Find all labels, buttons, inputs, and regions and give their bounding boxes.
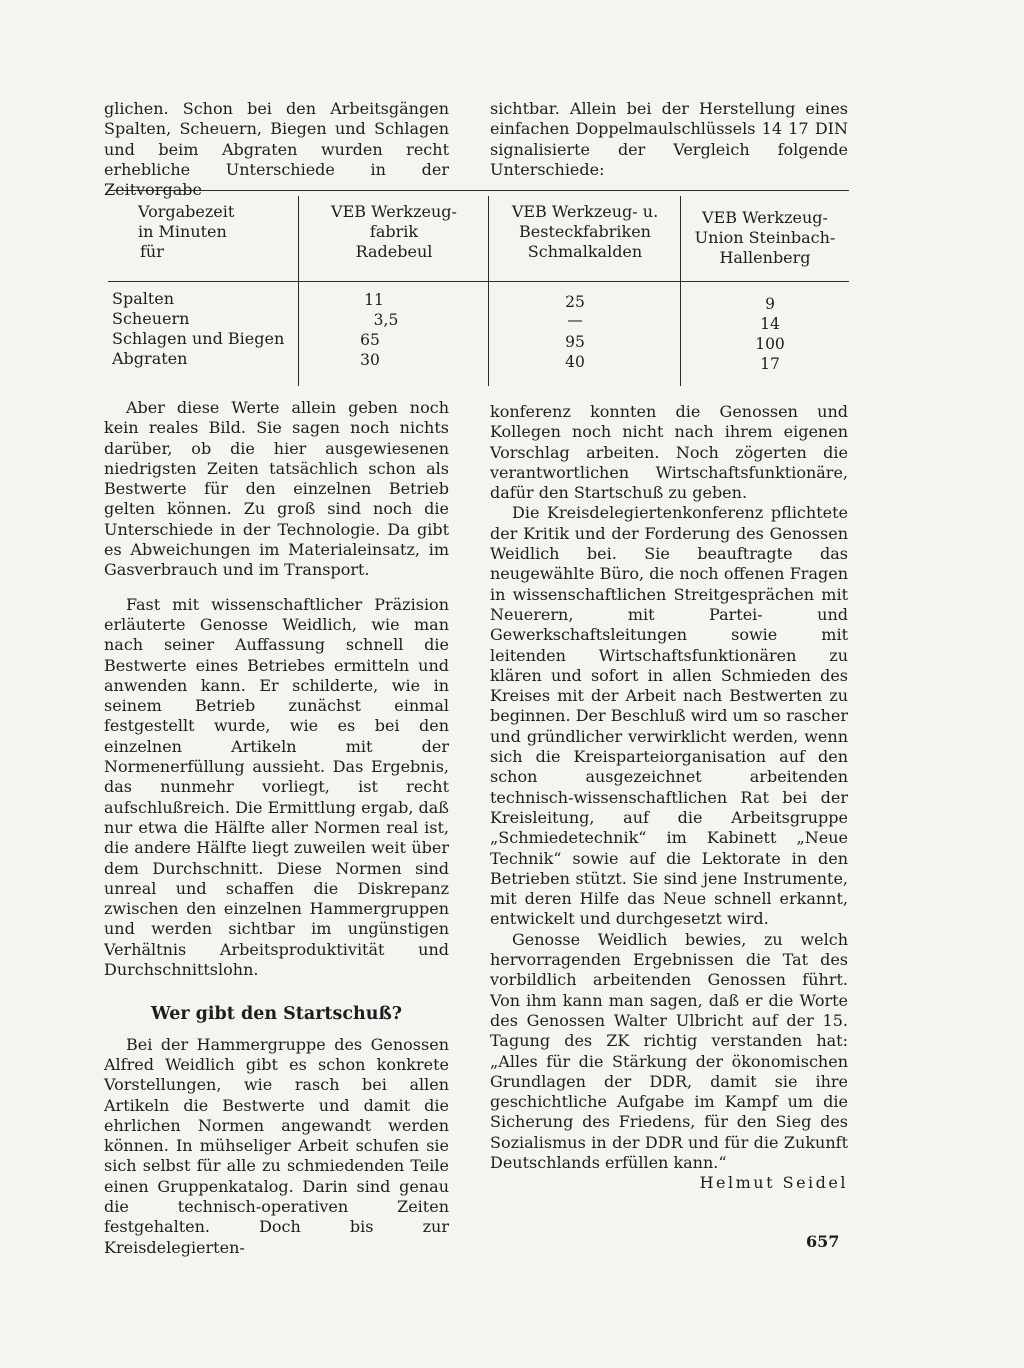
table-header-rule [108,281,849,282]
paragraph: Genosse Weidlich bewies, zu welch hervorragenden Ergebnissen die Tat des vorbildlich arbeitenden Genossen führt. Von ihm kann man sagen, daß er die Worte des Genossen Walter Ulbricht auf der 15. Tagung des ZK richtig verstanden hat: „Alles für die Stärkung der ökonomischen Grundlagen der DDR, damit sie ihre geschichtliche Aufgabe im Kampf um die Sicherung des Friedens, für den Sieg des Sozialismus in der DDR und für die Zukunft Deutschlands erfüllen kann.“ [490,929,848,1172]
paragraph: sichtbar. Allein bei der Herstellung eines einfachen Doppelmaulschlüssels 14 17 DIN signalisierte der Vergleich folgende Unterschiede: [490,99,848,179]
table-divider [488,196,489,386]
table-cell: 17 [760,355,780,373]
top-right-text [490,99,848,180]
table-cell: 100 [755,335,785,353]
row-label: Abgraten [112,349,188,368]
section-heading: Wer gibt den Startschuß? [150,1004,403,1025]
paragraph: konferenz konnten die Genossen und Kollegen noch nicht nach ihrem eigenen Vorschlag arbeiten. Noch zögerten die verantwortlichen Wirtschaftsfunktionäre, dafür den Startschuß zu geben. [490,402,848,503]
paragraph: glichen. Schon bei den Arbeitsgängen Spalten, Scheuern, Biegen und Schlagen und beim Abgraten wurden recht erhebliche Unterschiede in der Zeitvorgabe [104,99,449,200]
row-label: Scheuern [112,309,190,328]
top-left-text [104,99,449,200]
header-steinbach: VEB Werkzeug- Union Steinbach- Hallenberg [694,208,836,267]
table-cell: 95 [565,333,585,351]
table-cell: 14 [760,315,780,333]
header-schmalkalden: VEB Werkzeug- u. Besteckfabriken Schmalkalden [511,202,659,261]
row-label: Spalten [112,289,175,308]
table-divider [680,196,681,386]
left-column [104,398,449,1258]
right-column [490,402,848,1194]
header-radebeul: VEB Werkzeug- fabrik Radebeul [331,202,457,261]
paragraph: Die Kreisdelegiertenkonferenz pflichtete der Kritik und der Forderung des Genossen Weidlich bei. Sie beauftragte das neugewählte Büro, die noch offenen Fragen in wissenschaftlichen Streitgesprächen mit Neuerern, mit Partei- und Gewerkschaftsleitungen sowie mit leitenden Wirtschaftsfunktionären zu klären und sofort in allen Schmieden des Kreises mit der Arbeit nach Bestwerten zu beginnen. Der Beschluß wird um so rascher und gründlicher verwirklicht werden, wenn sich die Kreisparteiorganisation auf den schon ausgezeichnet arbeitenden technisch-wissenschaftlichen Rat bei der Kreisleitung, auf die Arbeitsgruppe „Schmiedetechnik“ im Kabinett „Neue Technik“ sowie auf die Lektorate in den Betrieben stützt. Sie sind jene Instrumente, mit deren Hilfe das Neue schnell erkannt, entwickelt und durchgesetzt wird. [490,503,848,929]
paragraph: Fast mit wissenschaftlicher Präzision erläuterte Genosse Weidlich, wie man nach seiner Auffassung schnell die Bestwerte eines Betriebes ermitteln und anwenden kann. Er schilderte, wie in seinem Betrieb zunächst einmal festgestellt wurde, wie es bei den einzelnen Artikeln mit der Normenerfüllung aussieht. Das Ergebnis, das nunmehr vorliegt, ist recht aufschlußreich. Die Ermittlung ergab, daß nur etwa die Hälfte aller Normen real ist, die andere Hälfte liegt zuweilen weit über dem Durchschnitt. Diese Normen sind unreal und schaffen die Diskrepanz zwischen den einzelnen Hammergruppen und werden sichtbar im ungünstigen Verhältnis Arbeitsproduktivität und Durchschnittslohn. [104,594,449,980]
page-number: 657 [806,1232,840,1251]
table-divider [298,196,299,386]
row-label: Schlagen und Biegen [112,329,285,348]
paragraph: Aber diese Werte allein geben noch kein reales Bild. Sie sagen noch nichts darüber, ob die hier ausgewiesenen niedrigsten Zeiten tatsächlich schon als Bestwerte für den einzelnen Betrieb gelten können. Zu groß sind noch die Unterschiede in der Technologie. Da gibt es Abweichungen im Materialeinsatz, im Gasverbrauch und im Transport. [104,398,449,580]
table-cell: 40 [565,353,585,371]
table-top-rule [108,190,849,191]
author-signature: Helmut Seidel [699,1173,848,1193]
table-cell: 65 [360,331,380,349]
table-cell: — [567,311,583,329]
table-cell: 25 [565,293,585,311]
table-cell: 30 [360,351,380,369]
paragraph: Bei der Hammergruppe des Genossen Alfred Weidlich gibt es schon konkrete Vorstellungen, wie rasch bei allen Artikeln die Bestwerte und damit die ehrlichen Normen angewandt werden können. In mühseliger Arbeit schufen sie sich selbst für alle zu schmiedenden Teile einen Gruppenkatalog. Darin sind genau die technisch-operativen Zeiten festgehalten. Doch bis zur Kreisdelegierten- [104,1034,449,1257]
table-cell: 3,5 [373,311,399,329]
table-cell: 9 [765,295,775,313]
table-cell: 11 [364,291,384,309]
header-label: Vorgabezeit in Minuten für [138,202,235,261]
